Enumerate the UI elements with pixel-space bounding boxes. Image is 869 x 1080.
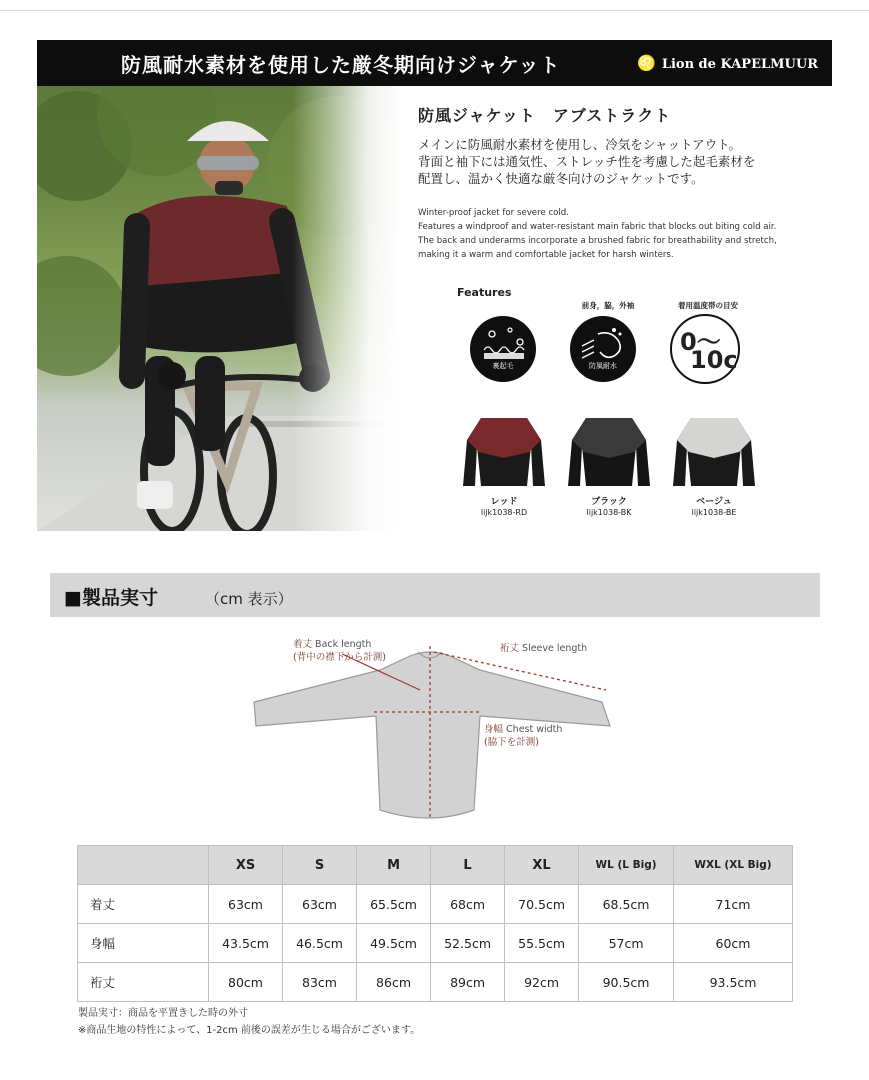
header-xs: XS xyxy=(209,846,283,885)
temperature-line1: 0〜 xyxy=(680,328,721,356)
header-m: M xyxy=(357,846,431,885)
feature-temperature xyxy=(670,314,740,384)
table-cell: 93.5cm xyxy=(674,963,793,1002)
table-cell: 68.5cm xyxy=(579,885,674,924)
feature-fleece xyxy=(470,316,536,382)
label-chest-width xyxy=(484,721,562,735)
section-header xyxy=(50,573,820,617)
label-back-length xyxy=(293,636,371,650)
table-cell: 83cm xyxy=(283,963,357,1002)
brand-logo xyxy=(637,54,818,72)
header-blank xyxy=(78,846,209,885)
table-cell: 90.5cm xyxy=(579,963,674,1002)
back-length-jp: 着丈 xyxy=(293,639,313,650)
section-unit: （cm 表示） xyxy=(205,590,293,608)
jacket-swatch-black[interactable] xyxy=(568,412,650,490)
chest-width-en: Chest width xyxy=(506,724,563,735)
color-name-beige: ベージュ xyxy=(696,497,732,507)
jacket-beige-image xyxy=(673,412,755,490)
product-description-en: Winter-proof jacket for severe cold. Features a windproof and water-resistant main fabric that blocks out biting cold air. The back and underarms incorporate a brushed fabric for breathability and stretch, making it a warm and comfortable jacket for harsh winters. xyxy=(418,208,777,260)
size-table-header xyxy=(78,846,793,885)
product-title: 防風ジャケット アブストラクト xyxy=(418,106,672,125)
jacket-black-image xyxy=(568,412,650,490)
label-back-length-note: (背中の襟下から計測) xyxy=(293,652,386,663)
row-label: 着丈 xyxy=(78,885,209,924)
feature-caption-windproof: 前身，脇，外袖 xyxy=(581,301,635,310)
jacket-red-image xyxy=(463,412,545,490)
header-l: L xyxy=(431,846,505,885)
top-divider xyxy=(0,10,869,11)
note-measurement: 製品実寸：商品を平置きした時の外寸 xyxy=(78,1008,248,1019)
table-cell: 89cm xyxy=(431,963,505,1002)
color-name-black: ブラック xyxy=(591,497,627,507)
table-cell: 63cm xyxy=(209,885,283,924)
color-code-red: lijk1038-RD xyxy=(480,508,528,517)
feature-caption-temperature: 着用温度帯の目安 xyxy=(678,301,738,310)
table-cell: 71cm xyxy=(674,885,793,924)
header-wxl: WXL (XL Big) xyxy=(674,846,793,885)
table-cell: 92cm xyxy=(505,963,579,1002)
back-length-en: Back length xyxy=(315,639,372,650)
product-description-jp: メインに防風耐水素材を使用し、冷気をシャットアウト。 背面と袖下には通気性、ストレッチ性を考慮した起毛素材を 配置し、温かく快適な厳冬向けのジャケットです。 xyxy=(418,137,756,186)
table-cell: 65.5cm xyxy=(357,885,431,924)
feature-windproof xyxy=(570,316,636,382)
table-cell: 52.5cm xyxy=(431,924,505,963)
table-cell: 63cm xyxy=(283,885,357,924)
jacket-swatch-red[interactable] xyxy=(463,412,545,490)
feature-windproof-label: 防風耐水 xyxy=(589,362,617,370)
temperature-line2: 10c xyxy=(690,346,738,374)
table-cell: 46.5cm xyxy=(283,924,357,963)
section-title: ■製品実寸 xyxy=(64,587,158,609)
header-wl: WL (L Big) xyxy=(579,846,674,885)
table-row xyxy=(78,963,793,1002)
color-name-red: レッド xyxy=(490,497,518,507)
size-table xyxy=(77,845,793,1002)
row-label: 裄丈 xyxy=(78,963,209,1002)
wind-water-icon xyxy=(570,316,636,382)
photo-fade xyxy=(292,86,402,531)
fleece-icon xyxy=(470,316,536,382)
table-cell: 68cm xyxy=(431,885,505,924)
features-label: Features xyxy=(457,286,512,299)
table-cell: 60cm xyxy=(674,924,793,963)
table-cell: 80cm xyxy=(209,963,283,1002)
label-sleeve-length xyxy=(500,640,587,654)
lion-icon: ♌ xyxy=(637,54,656,72)
sleeve-length-jp: 裄丈 xyxy=(500,643,520,654)
table-row xyxy=(78,924,793,963)
header-xl: XL xyxy=(505,846,579,885)
table-row xyxy=(78,885,793,924)
product-photo xyxy=(37,86,402,531)
table-cell: 43.5cm xyxy=(209,924,283,963)
brand-name: Lion de KAPELMUUR xyxy=(661,57,818,72)
table-cell: 70.5cm xyxy=(505,885,579,924)
table-cell: 57cm xyxy=(579,924,674,963)
color-code-beige: lijk1038-BE xyxy=(691,508,737,517)
banner-title: 防風耐水素材を使用した厳冬期向けジャケット xyxy=(121,53,561,77)
color-code-black: lijk1038-BK xyxy=(586,508,632,517)
sleeve-length-en: Sleeve length xyxy=(522,643,588,654)
row-label: 身幅 xyxy=(78,924,209,963)
note-tolerance: ※商品生地の特性によって、1-2cm 前後の誤差が生じる場合がございます。 xyxy=(78,1025,421,1036)
chest-width-jp: 身幅 xyxy=(484,724,504,735)
header-s: S xyxy=(283,846,357,885)
header-banner xyxy=(37,40,832,86)
table-cell: 55.5cm xyxy=(505,924,579,963)
feature-fleece-label: 裏起毛 xyxy=(492,362,514,370)
table-cell: 49.5cm xyxy=(357,924,431,963)
label-chest-width-note: (脇下を計測) xyxy=(484,737,539,748)
jacket-swatch-beige[interactable] xyxy=(673,412,755,490)
table-cell: 86cm xyxy=(357,963,431,1002)
